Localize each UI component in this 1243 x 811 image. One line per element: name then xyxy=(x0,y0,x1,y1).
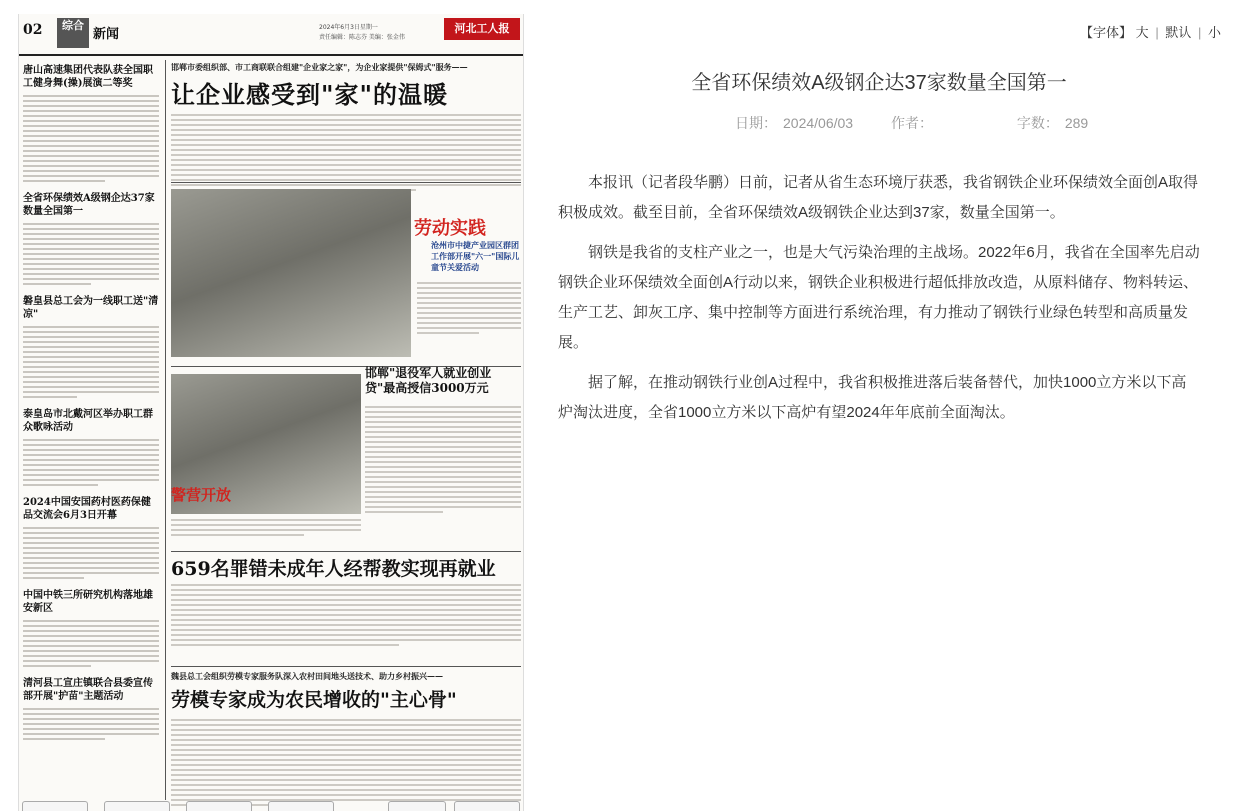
news-brief[interactable] xyxy=(23,64,159,182)
article-paragraph: 钢铁是我省的支柱产业之一，也是大气污染治理的主战场。2022年6月，我省在全国率先启动钢铁企业环保绩效全面创A行动以来，钢铁企业积极进行超低排放改造，从原料储存、物料转运、生产工艺、卸灰工序、集中控制等方面进行系统治理，有力推动了钢铁行业绿色转型和高质量发展。 xyxy=(558,244,1200,351)
news-brief-headline[interactable]: 中国中铁三所研究机构落地雄安新区 xyxy=(23,590,153,614)
article-title: 全省环保绩效A级钢企达37家数量全国第一 xyxy=(691,72,1067,94)
left-column xyxy=(23,64,159,750)
font-size-controls xyxy=(1080,22,1221,41)
photo-tag-police: 警营开放 xyxy=(171,486,232,504)
font-default-link[interactable]: 默认 xyxy=(1165,25,1192,40)
author-label: 作者： xyxy=(890,115,933,131)
lead-story[interactable] xyxy=(171,62,521,110)
lead-story-headline[interactable]: 让企业感受到"家"的温暖 xyxy=(171,80,449,109)
font-separator: | xyxy=(1197,25,1202,40)
date-label: 日期： xyxy=(735,115,777,131)
photo-story-text xyxy=(417,282,521,337)
page-nav-tab[interactable] xyxy=(104,801,170,811)
page-select[interactable] xyxy=(388,801,446,811)
article-divider xyxy=(171,551,521,552)
masthead-date: 2024年6月3日星期一 xyxy=(319,24,378,31)
news-brief[interactable] xyxy=(23,589,159,667)
news-brief[interactable] xyxy=(23,677,159,740)
newspaper-page-image[interactable] xyxy=(18,14,524,811)
story-juvenile-headline[interactable]: 659名罪错未成年人经帮教实现再就业 xyxy=(171,558,496,580)
story-model-headline[interactable]: 劳模专家成为农民增收的"主心骨" xyxy=(171,689,457,711)
article-paragraph: 据了解，在推动钢铁行业创A过程中，我省积极推进落后装备替代，加快1000立方米以下高炉淘汰进度，全省1000立方米以下高炉有望2024年年底前全面淘汰。 xyxy=(558,374,1187,421)
article-body xyxy=(558,168,1200,438)
news-brief[interactable] xyxy=(23,496,159,579)
news-brief[interactable] xyxy=(23,295,159,398)
font-small-link[interactable]: 小 xyxy=(1207,25,1221,40)
article-paragraph: 本报讯（记者段华鹏）日前，记者从省生态环境厅获悉，我省钢铁企业环保绩效全面创A取得积极成效。截至目前，全省环保绩效A级钢铁企业达到37家，数量全国第一。 xyxy=(558,174,1199,221)
photo-police-text xyxy=(171,519,361,539)
font-separator: | xyxy=(1155,25,1159,40)
lead-story-kicker: 邯郸市委组织部、市工商联联合组建"企业家之家"，为企业家提供"保姆式"服务—— xyxy=(171,62,468,72)
newspaper-masthead xyxy=(19,14,524,56)
font-large-link[interactable]: 大 xyxy=(1135,25,1149,40)
story-veterans-text xyxy=(365,406,521,516)
column-divider xyxy=(165,60,166,800)
story-model-kicker: 魏县总工会组织劳模专家服务队深入农村田间地头送技术、助力乡村振兴—— xyxy=(171,671,443,681)
story-juvenile-employment[interactable] xyxy=(171,554,521,581)
news-brief-active[interactable] xyxy=(23,192,159,285)
story-veterans-headline[interactable]: 邯郸"退役军人就业创业贷"最高授信3000万元 xyxy=(365,366,492,395)
story-juvenile-text xyxy=(171,584,521,649)
page-nav-tab[interactable] xyxy=(186,801,252,811)
newspaper-logo: 河北工人报 xyxy=(444,18,520,40)
page-nav-tab[interactable] xyxy=(268,801,334,811)
photo-labor-practice[interactable] xyxy=(171,189,411,357)
photo-tag-labor: 劳动实践 xyxy=(414,218,486,239)
story-model-text xyxy=(171,719,521,809)
font-label: 字体 xyxy=(1093,25,1120,40)
page-nav-tabs xyxy=(18,801,524,811)
font-bracket-close: 】 xyxy=(1119,25,1133,40)
section-name: 新闻 xyxy=(93,27,120,42)
news-brief[interactable] xyxy=(23,408,159,486)
news-brief-headline[interactable]: 清河县工宣庄镇联合县委宣传部开展"护苗"主题活动 xyxy=(23,678,153,702)
photo-caption-labor: 沧州市中捷产业园区群团工作部开展"六一"国际儿童节关爱活动 xyxy=(431,240,520,272)
article-divider xyxy=(171,666,521,667)
masthead-meta: 责任编辑：陈志芬 美编：张金伟 xyxy=(319,34,405,41)
page-nav-tab[interactable] xyxy=(454,801,520,811)
article-date: 2024/06/03 xyxy=(783,115,854,131)
words-label: 字数： xyxy=(1016,115,1059,131)
news-brief-headline[interactable]: 磐皇县总工会为一线职工送"清凉" xyxy=(23,296,159,320)
story-veterans-loan[interactable] xyxy=(365,366,521,396)
article-divider xyxy=(171,182,521,183)
page-nav-tab[interactable] xyxy=(22,801,88,811)
story-model-workers[interactable] xyxy=(171,671,521,712)
article-word-count: 289 xyxy=(1064,115,1089,131)
section-badge: 综合 xyxy=(57,18,89,48)
page-number: 02 xyxy=(23,22,43,38)
article-info xyxy=(735,113,1094,133)
news-brief-headline[interactable]: 2024中国安国药村医药保健品交流会6月3日开幕 xyxy=(23,497,151,521)
news-brief-headline[interactable]: 唐山高速集团代表队获全国职工健身舞(操)展演二等奖 xyxy=(23,65,153,89)
news-brief-headline[interactable]: 泰皇岛市北戴河区举办职工群众歌咏活动 xyxy=(23,409,153,433)
font-bracket-open: 【 xyxy=(1080,25,1094,40)
news-brief-headline[interactable]: 全省环保绩效A级钢企达37家数量全国第一 xyxy=(23,193,155,217)
